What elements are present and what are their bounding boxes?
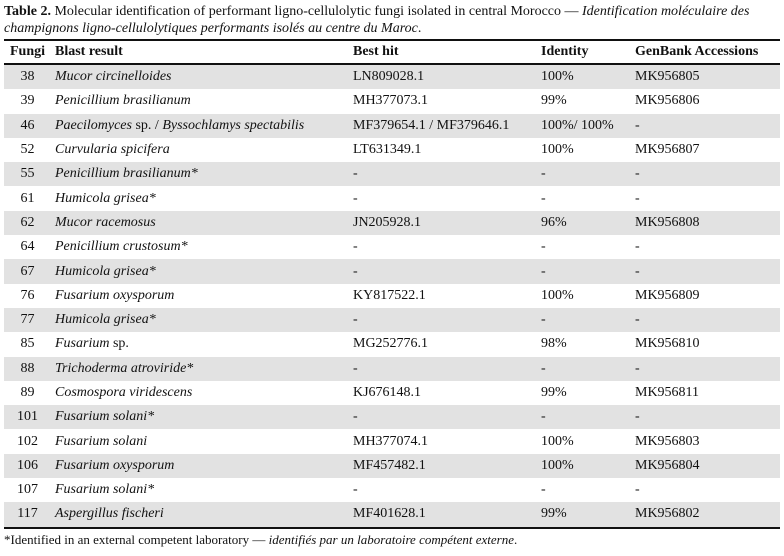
- cell-identity: -: [541, 409, 546, 425]
- cell-genbank: MK956809: [635, 287, 700, 303]
- cell-blast-result: Penicillium crustosum*: [55, 239, 188, 255]
- cell-best-hit: LT631349.1: [353, 142, 422, 158]
- blast-genus: Paecilomyces: [55, 117, 132, 133]
- cell-fungi: 67: [20, 263, 35, 279]
- cell-genbank: -: [635, 263, 640, 279]
- table-row: [4, 429, 780, 453]
- cell-fungi: 39: [20, 93, 35, 109]
- cell-identity: -: [541, 312, 546, 328]
- cell-genbank: MK956807: [635, 142, 700, 158]
- cell-best-hit: -: [353, 239, 358, 255]
- table-row: [4, 186, 780, 210]
- cell-fungi: 55: [20, 166, 35, 182]
- caption-end: .: [417, 21, 422, 36]
- footnote-end: .: [514, 531, 518, 547]
- cell-fungi: 89: [20, 385, 35, 400]
- cell-fungi: 102: [17, 433, 38, 449]
- cell-genbank: MK956806: [635, 93, 700, 109]
- table-row: [4, 89, 780, 113]
- cell-blast-result: Penicillium brasilianum*: [55, 166, 198, 182]
- caption-english: Molecular identification of performant ligno-cellulolytic fungi isolated in central Morocco: [54, 4, 562, 19]
- cell-blast-result: Fusarium oxysporum: [55, 287, 175, 303]
- cell-identity: 99%: [541, 506, 567, 522]
- table-row: [4, 381, 780, 405]
- cell-identity: 100%: [541, 142, 574, 158]
- cell-identity: -: [541, 190, 546, 206]
- cell-best-hit: -: [353, 312, 358, 328]
- cell-best-hit: LN809028.1: [353, 69, 425, 85]
- header-genbank: GenBank Accessions: [635, 44, 759, 59]
- cell-blast-result: Aspergillus fischeri: [55, 506, 164, 522]
- cell-fungi: 52: [20, 142, 35, 158]
- cell-fungi: 77: [20, 312, 35, 328]
- cell-identity: 100%: [541, 457, 574, 473]
- cell-genbank: MK956810: [635, 336, 700, 352]
- cell-fungi: 61: [20, 190, 35, 206]
- header-fungi: Fungi: [9, 44, 45, 59]
- cell-best-hit: MF457482.1: [353, 457, 426, 473]
- table-label: Table 2.: [4, 4, 51, 19]
- cell-blast-result: Mucor circinelloides: [55, 69, 172, 85]
- blast-sp: sp.: [112, 336, 129, 352]
- cell-identity: -: [541, 360, 546, 376]
- cell-blast-result: Humicola grisea*: [55, 263, 156, 279]
- cell-blast-result: Fusarium solani*: [55, 409, 155, 425]
- cell-identity: -: [541, 482, 546, 498]
- table-header-row: [4, 40, 780, 64]
- cell-fungi: 46: [20, 117, 35, 133]
- cell-identity: 96%: [541, 214, 567, 230]
- blast-genus: Fusarium: [55, 336, 110, 352]
- cell-best-hit: MF379654.1 / MF379646.1: [353, 117, 510, 133]
- cell-fungi: 101: [17, 409, 38, 425]
- cell-genbank: -: [635, 190, 640, 206]
- footnote-english: *Identified in an external competent laboratory —: [4, 531, 266, 547]
- cell-blast-result: Humicola grisea*: [55, 190, 156, 206]
- cell-identity: 98%: [541, 336, 567, 352]
- cell-best-hit: -: [353, 263, 358, 279]
- caption-separator: —: [564, 4, 579, 19]
- cell-genbank: MK956803: [635, 433, 700, 449]
- cell-fungi: 64: [20, 239, 35, 255]
- table-row: [4, 502, 780, 527]
- footnote-french: identifiés par un laboratoire compétent externe: [268, 531, 514, 547]
- table-row: [4, 138, 780, 162]
- cell-fungi: 62: [20, 214, 35, 230]
- cell-genbank: -: [635, 239, 640, 255]
- cell-genbank: MK956811: [635, 385, 700, 400]
- cell-best-hit: -: [353, 166, 358, 182]
- table-row: [4, 357, 780, 381]
- cell-fungi: 88: [20, 360, 35, 376]
- cell-blast-result: Mucor racemosus: [55, 214, 156, 230]
- caption-french: Identification moléculaire des champignons ligno-cellulolytiques performants isolés au centre du Maroc: [4, 4, 750, 36]
- table-row: [4, 114, 780, 138]
- table-row: [4, 478, 780, 502]
- cell-fungi: 107: [17, 482, 38, 498]
- cell-identity: 100%: [541, 287, 574, 303]
- cell-identity: 100%: [541, 69, 574, 85]
- cell-best-hit: MH377074.1: [353, 433, 429, 449]
- table-row: [4, 332, 780, 356]
- fungi-table: [4, 39, 780, 529]
- cell-blast-result: Curvularia spicifera: [55, 142, 170, 158]
- cell-best-hit: KY817522.1: [353, 287, 426, 303]
- cell-blast-result: Fusarium solani: [55, 433, 148, 449]
- cell-fungi: 106: [17, 457, 38, 473]
- header-identity: Identity: [541, 44, 589, 59]
- blast-species-2: Byssochlamys spectabilis: [162, 117, 305, 133]
- cell-best-hit: -: [353, 482, 358, 498]
- cell-genbank: MK956802: [635, 506, 700, 522]
- cell-genbank: -: [635, 117, 640, 133]
- cell-blast-result: Fusarium solani*: [55, 482, 155, 498]
- header-blast-result: Blast result: [55, 44, 123, 59]
- cell-best-hit: MH377073.1: [353, 93, 429, 109]
- cell-best-hit: -: [353, 409, 358, 425]
- cell-identity: -: [541, 166, 546, 182]
- table-footnote: [4, 532, 780, 548]
- table-row: [4, 259, 780, 283]
- cell-genbank: MK956805: [635, 69, 700, 85]
- cell-fungi: 76: [20, 287, 35, 303]
- table-row: [4, 405, 780, 429]
- cell-genbank: MK956808: [635, 214, 700, 230]
- table-row: [4, 162, 780, 186]
- cell-identity: 99%: [541, 385, 567, 400]
- cell-genbank: -: [635, 360, 640, 376]
- cell-best-hit: -: [353, 190, 358, 206]
- cell-best-hit: MF401628.1: [353, 506, 426, 522]
- table-row: [4, 284, 780, 308]
- cell-identity: -: [541, 263, 546, 279]
- table-row: [4, 211, 780, 235]
- cell-best-hit: JN205928.1: [353, 214, 422, 230]
- table-row: [4, 64, 780, 89]
- cell-genbank: -: [635, 409, 640, 425]
- cell-blast-result: Humicola grisea*: [55, 312, 156, 328]
- cell-identity: 100%: [541, 433, 574, 449]
- cell-best-hit: -: [353, 360, 358, 376]
- cell-best-hit: MG252776.1: [353, 336, 429, 352]
- header-best-hit: Best hit: [353, 44, 399, 59]
- cell-best-hit: KJ676148.1: [353, 385, 422, 400]
- cell-genbank: MK956804: [635, 457, 700, 473]
- table-row: [4, 454, 780, 478]
- cell-identity: 99%: [541, 93, 567, 109]
- cell-blast-result: Penicillium brasilianum: [55, 93, 191, 109]
- cell-fungi: 85: [20, 336, 35, 352]
- table-caption: [4, 3, 780, 37]
- cell-blast-result: [51, 114, 349, 138]
- cell-genbank: -: [635, 482, 640, 498]
- cell-genbank: -: [635, 312, 640, 328]
- table-row: [4, 308, 780, 332]
- cell-blast-result: Fusarium oxysporum: [55, 457, 175, 473]
- cell-blast-result: [51, 332, 349, 356]
- blast-sp: sp. /: [135, 117, 159, 133]
- table-row: [4, 235, 780, 259]
- cell-fungi: 38: [20, 69, 35, 85]
- cell-genbank: -: [635, 166, 640, 182]
- table-body: [4, 64, 780, 528]
- cell-blast-result: Cosmospora viridescens: [55, 385, 193, 400]
- cell-identity: -: [541, 239, 546, 255]
- cell-blast-result: Trichoderma atroviride*: [55, 360, 194, 376]
- cell-identity: 100%/ 100%: [541, 117, 614, 133]
- cell-fungi: 117: [17, 506, 38, 522]
